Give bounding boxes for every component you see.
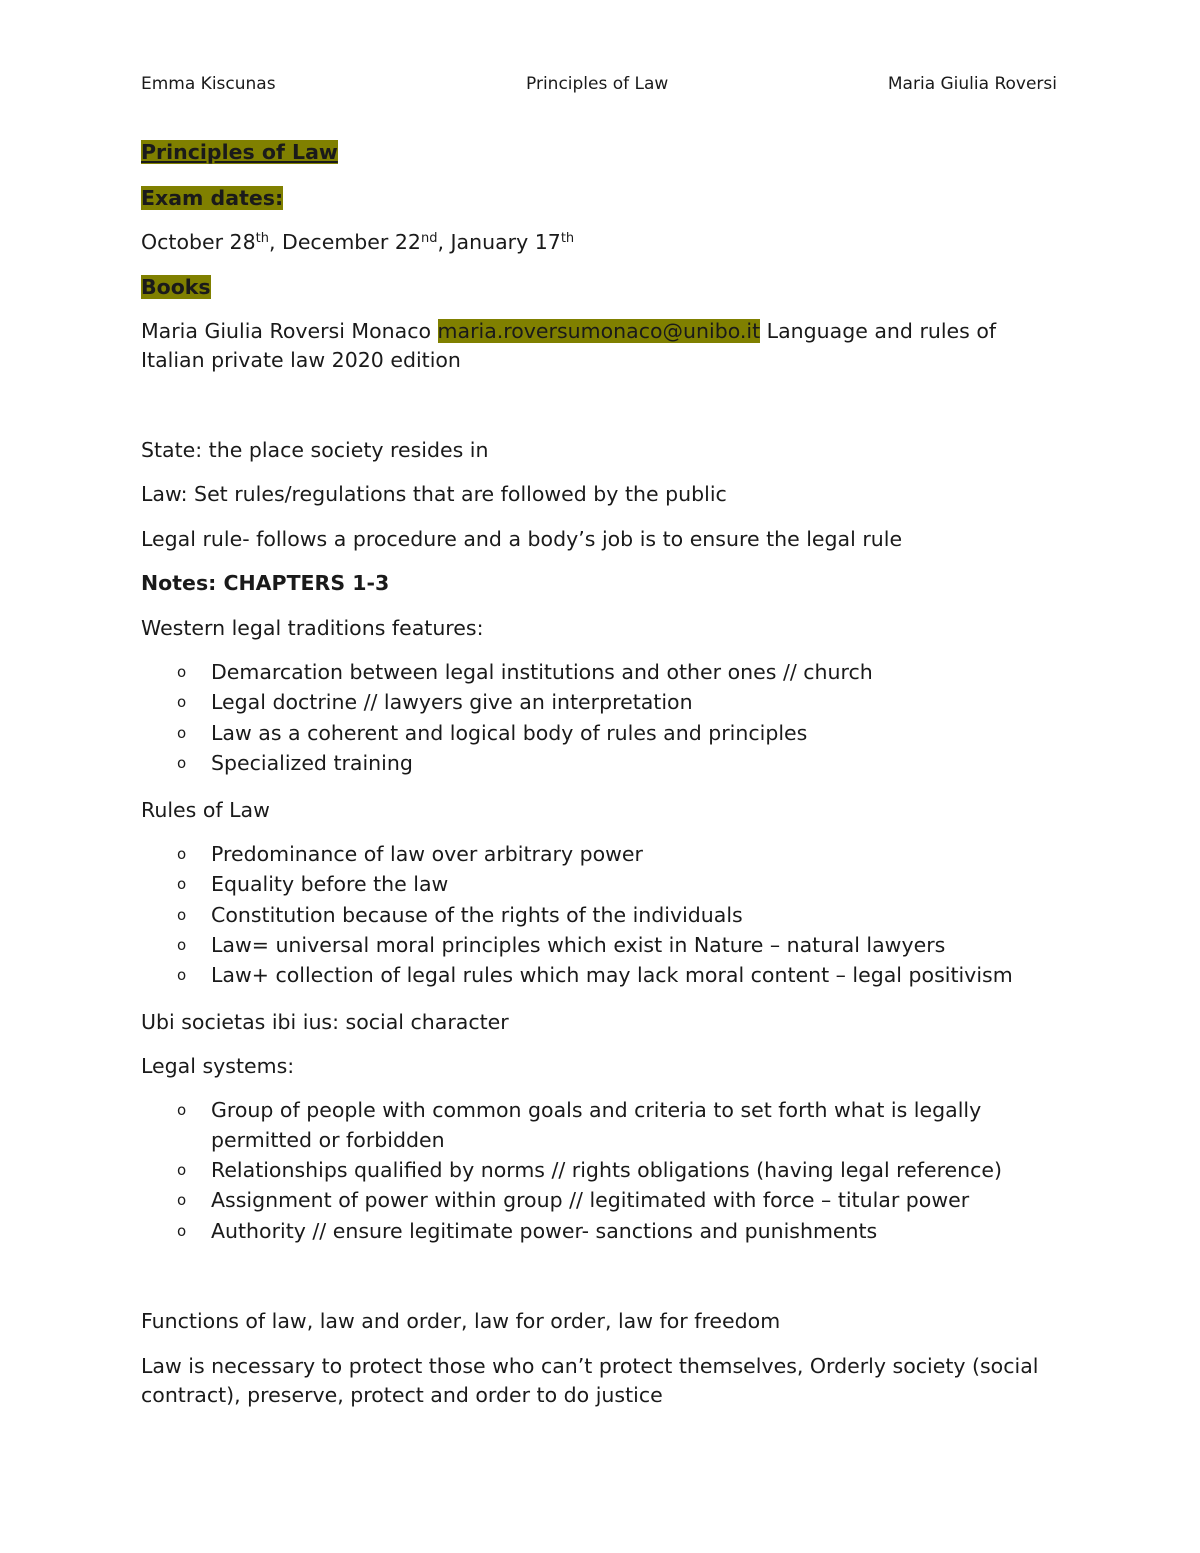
- books-heading: Books: [141, 275, 211, 299]
- law-definition: Law: Set rules/regulations that are followed by the public: [141, 482, 727, 506]
- law-necessity: Law is necessary to protect those who can’t protect themselves, Orderly society (social contract), preserve, protect and order to do justice: [141, 1354, 1039, 1407]
- list-item: o Demarcation between legal institutions and other ones // church: [177, 660, 873, 684]
- ubi-societas: Ubi societas ibi ius: social character: [141, 1010, 509, 1034]
- rules-list: [141, 839, 1013, 990]
- list-item: o Predominance of law over arbitrary power: [177, 842, 643, 866]
- western-heading: Western legal traditions features:: [141, 616, 484, 640]
- exam-dates: October 28th, December 22nd, January 17th: [141, 230, 575, 254]
- header-title: Principles of Law: [526, 74, 669, 94]
- notes-heading: Notes: CHAPTERS 1-3: [141, 571, 390, 595]
- legal-systems-heading: Legal systems:: [141, 1054, 295, 1078]
- header-instructor: Maria Giulia Roversi: [887, 74, 1057, 94]
- list-item: o Authority // ensure legitimate power- sanctions and punishments: [177, 1218, 878, 1243]
- list-item: o Relationships qualified by norms // rights obligations (having legal reference): [177, 1158, 1003, 1182]
- list-item: o Assignment of power within group // legitimated with force – titular power: [177, 1188, 970, 1213]
- list-item: o Legal doctrine // lawyers give an interpretation: [177, 690, 693, 715]
- header-author: Emma Kiscunas: [141, 74, 276, 94]
- state-definition: State: the place society resides in: [141, 438, 489, 462]
- list-item: o Law as a coherent and logical body of rules and principles: [177, 720, 808, 745]
- legal-systems-list: [141, 1096, 1031, 1246]
- list-item: o Law= universal moral principles which exist in Nature – natural lawyers: [177, 932, 946, 957]
- list-item: o Equality before the law: [177, 872, 449, 897]
- exam-dates-heading: Exam dates:: [141, 186, 284, 210]
- western-list: [141, 657, 873, 778]
- list-item: o Group of people with common goals and criteria to set forth what is legally permitted or forbidden: [177, 1098, 982, 1152]
- rules-heading: Rules of Law: [141, 798, 270, 822]
- legal-rule-definition: Legal rule- follows a procedure and a body’s job is to ensure the legal rule: [141, 527, 903, 551]
- list-item: o Law+ collection of legal rules which may lack moral content – legal positivism: [177, 963, 1013, 988]
- instructor-email-link[interactable]: maria.roversumonaco@unibo.it: [437, 319, 761, 343]
- functions-of-law: Functions of law, law and order, law for order, law for freedom: [141, 1309, 781, 1333]
- list-item: o Specialized training: [177, 750, 413, 775]
- books-entry: Maria Giulia Roversi Monaco maria.roversumonaco@unibo.it Language and rules of Italian private law 2020 edition: [141, 319, 997, 372]
- list-item: o Constitution because of the rights of the individuals: [177, 902, 743, 927]
- document-title: Principles of Law: [141, 140, 338, 164]
- page-header: [141, 74, 1057, 98]
